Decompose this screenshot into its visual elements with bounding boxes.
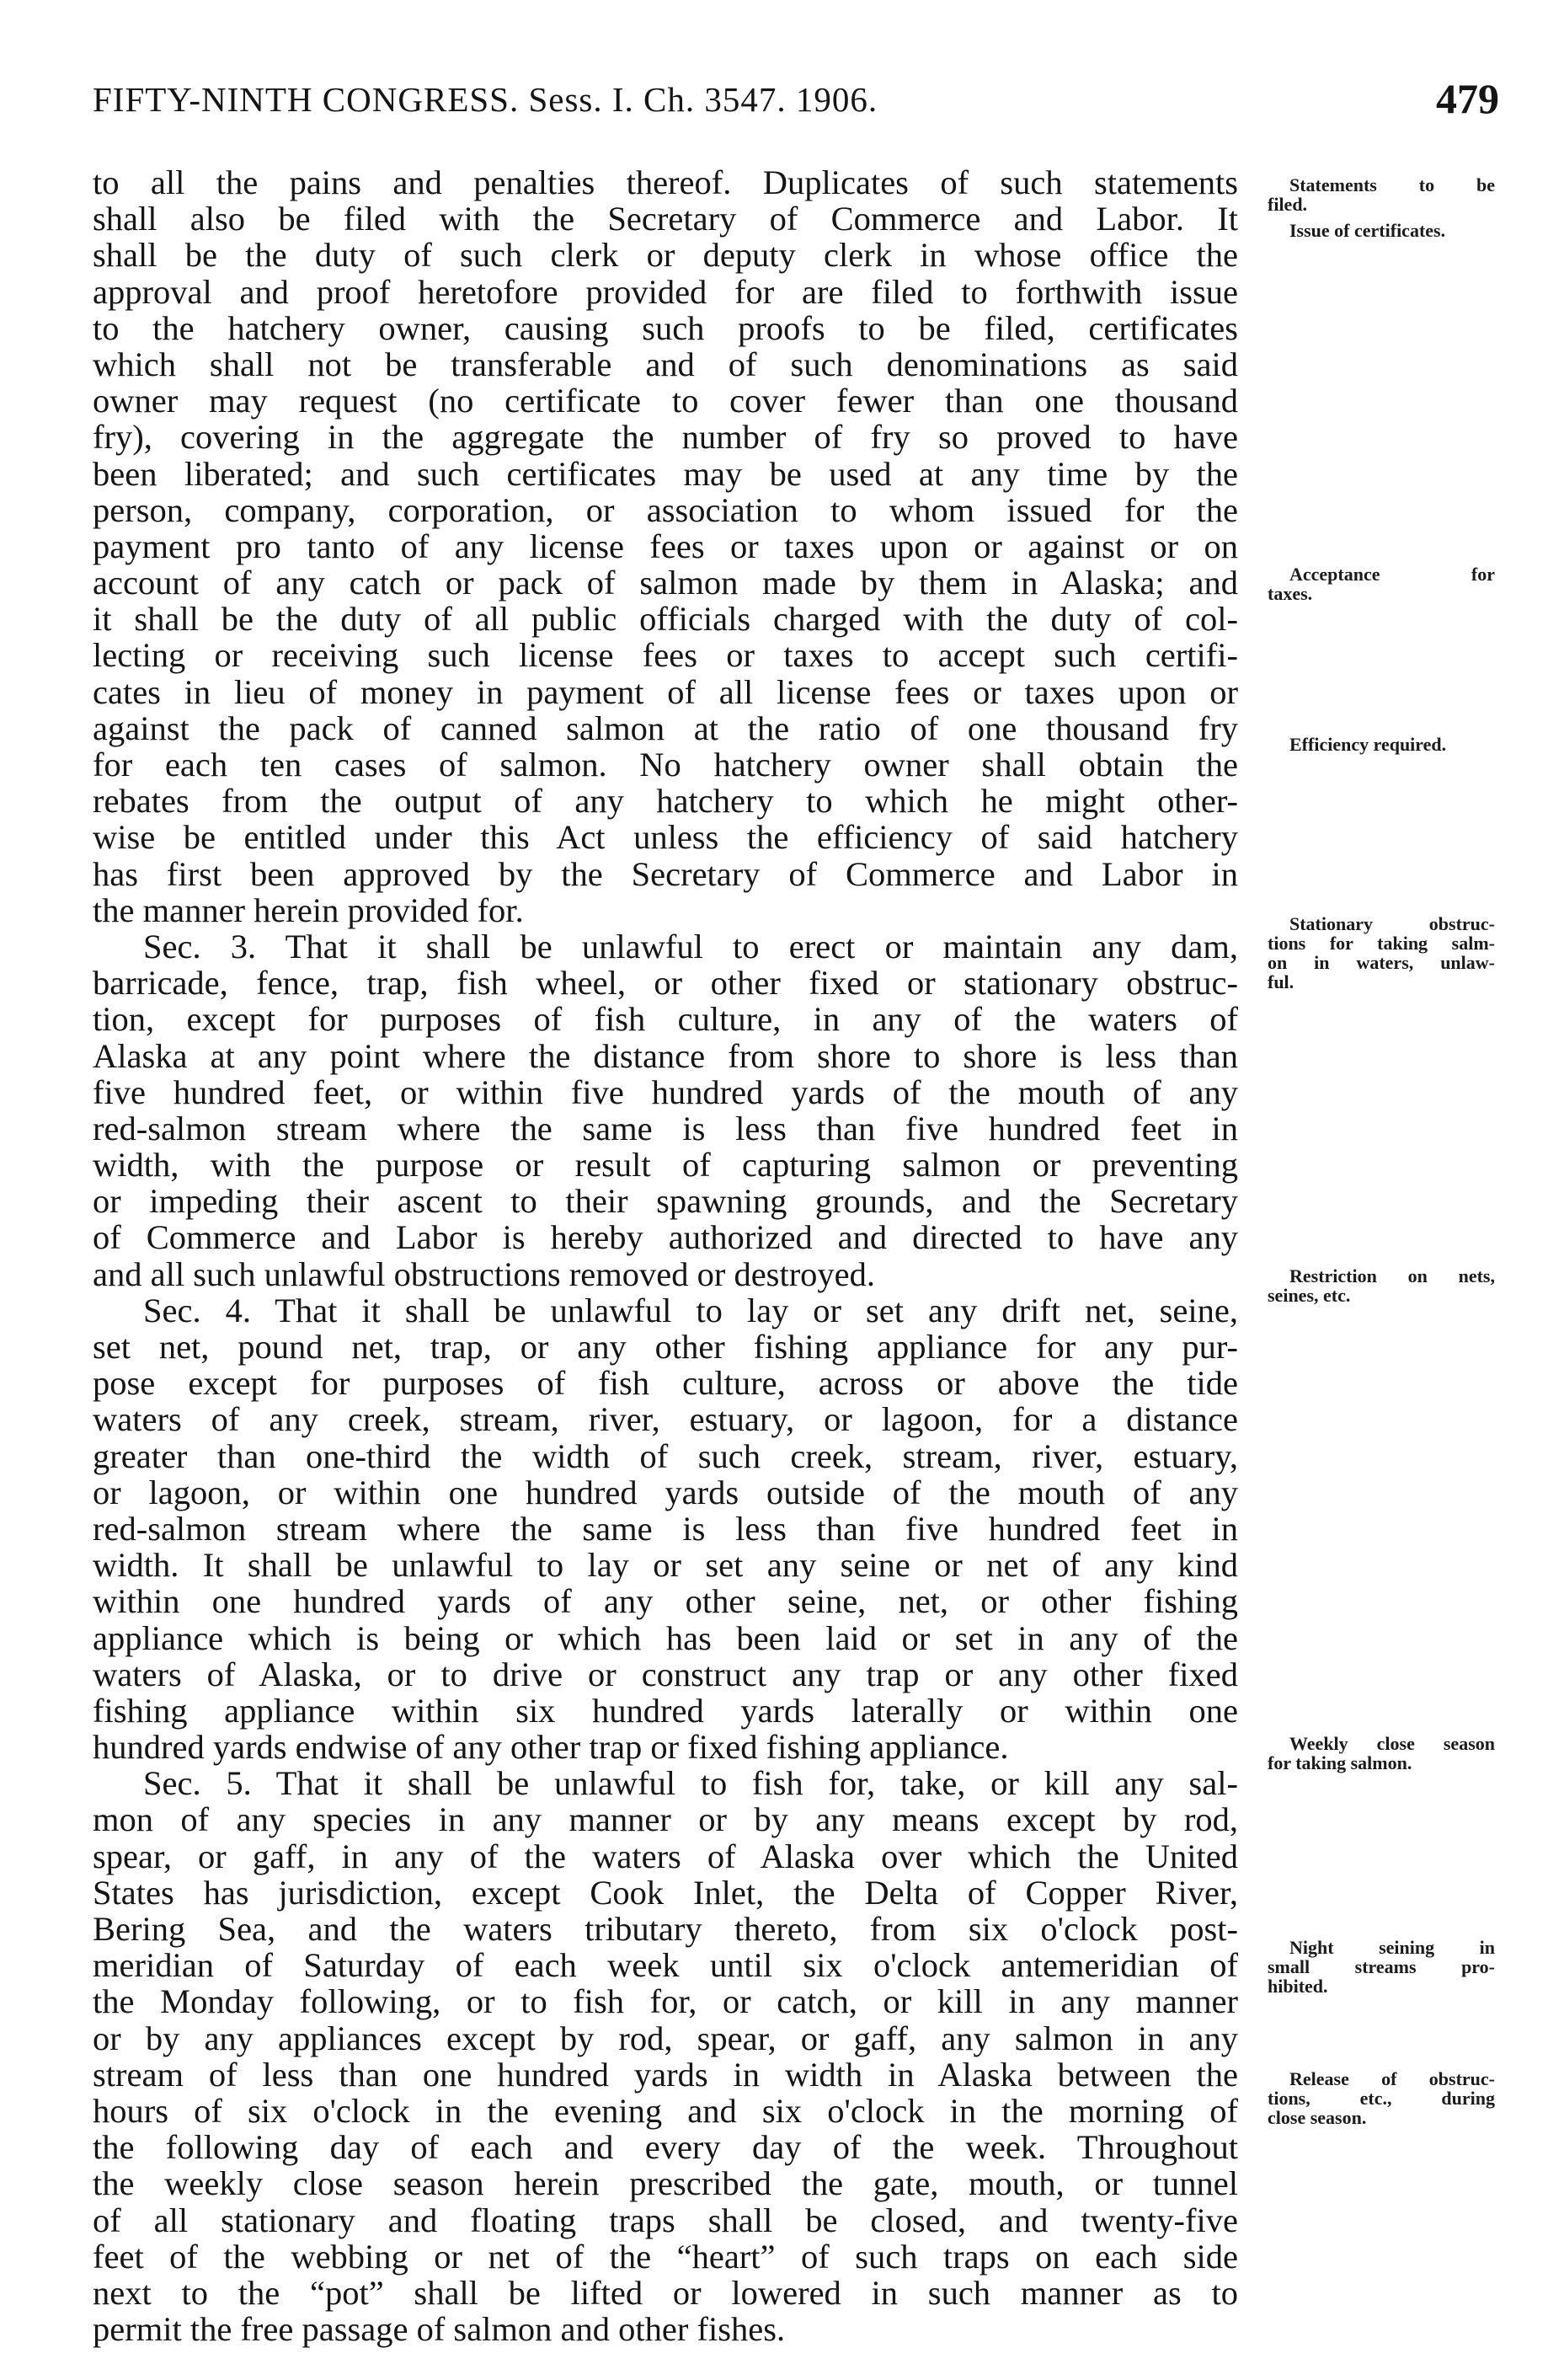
body-line: pose except for purposes of fish culture, across or above the tide — [93, 1364, 1238, 1403]
body-line: shall be the duty of such clerk or deputy clerk in whose office the — [93, 236, 1238, 275]
margin-note-line: tions for taking salm- — [1268, 933, 1495, 954]
margin-note-line: Issue of certificates. — [1289, 220, 1446, 241]
body-line: payment pro tanto of any license fees or taxes upon or against or on — [93, 527, 1238, 565]
body-line: shall also be filed with the Secretary of Commerce and Labor. It — [93, 200, 1238, 238]
running-head — [93, 74, 1499, 133]
margin-note-line: Restriction on nets, — [1289, 1265, 1495, 1286]
body-line: hours of six o'clock in the evening and six o'clock in the morning of — [93, 2091, 1238, 2130]
margin-note — [1268, 221, 1495, 240]
body-line: of Commerce and Labor is hereby authorized and directed to have any — [93, 1218, 1238, 1257]
margin-note — [1268, 735, 1495, 754]
body-line: width, with the purpose or result of capturing salmon or preventing — [93, 1146, 1238, 1185]
body-line: to all the pains and penalties thereof. Duplicates of such statements — [93, 163, 1238, 201]
body-line: permit the free passage of salmon and other fishes. — [93, 2310, 786, 2349]
body-line: the weekly close season herein prescribed the gate, mouth, or tunnel — [93, 2164, 1238, 2203]
body-line: the Monday following, or to fish for, or catch, or kill in any manner — [93, 1982, 1238, 2021]
margin-note — [1268, 1734, 1495, 1773]
body-line: stream of less than one hundred yards in width in Alaska between the — [93, 2055, 1238, 2094]
margin-note — [1268, 564, 1495, 603]
body-line: Sec. 4. That it shall be unlawful to lay or set any drift net, seine, — [143, 1291, 1238, 1329]
body-line: waters of Alaska, or to drive or construct any trap or any other fixed — [93, 1655, 1238, 1693]
margin-note-line: filed. — [1268, 194, 1308, 215]
body-line: the following day of each and every day of the week. Throughout — [93, 2128, 1238, 2167]
body-line: account of any catch or pack of salmon made by them in Alaska; and — [93, 564, 1238, 602]
body-line: mon of any species in any manner or by any means except by rod, — [93, 1800, 1238, 1839]
margin-note-line: Release of obstruc- — [1289, 2068, 1495, 2089]
running-head-title: FIFTY-NINTH CONGRESS. Sess. I. Ch. 3547. 1906. — [93, 80, 878, 119]
body-line: waters of any creek, stream, river, estuary, or lagoon, for a distance — [93, 1400, 1238, 1439]
body-line: within one hundred yards of any other seine, net, or other fishing — [93, 1582, 1238, 1621]
margin-note-line: hibited. — [1268, 1976, 1328, 1997]
body-line: and all such unlawful obstructions removed or destroyed. — [93, 1254, 876, 1293]
margin-note — [1268, 1938, 1495, 1996]
statute-body-text — [93, 164, 1238, 2347]
margin-note-line: close season. — [1268, 2107, 1367, 2128]
margin-note-line: on in waters, unlaw- — [1268, 952, 1495, 973]
body-line: which shall not be transferable and of such denominations as said — [93, 345, 1238, 383]
body-line: Alaska at any point where the distance from shore to shore is less than — [93, 1036, 1238, 1075]
margin-note-line: seines, etc. — [1268, 1285, 1351, 1306]
body-line: or impeding their ascent to their spawning grounds, and the Secretary — [93, 1182, 1238, 1221]
body-line: fishing appliance within six hundred yards laterally or within one — [93, 1691, 1238, 1730]
margin-note — [1268, 175, 1495, 214]
body-line: set net, pound net, trap, or any other fishing appliance for any pur- — [93, 1328, 1238, 1366]
body-line: to the hatchery owner, causing such proofs to be filed, certificates — [93, 308, 1238, 347]
body-line: for each ten cases of salmon. No hatchery owner shall obtain the — [93, 746, 1238, 784]
body-line: red-salmon stream where the same is less than five hundred feet in — [93, 1509, 1238, 1548]
body-line: the manner herein provided for. — [93, 890, 524, 929]
body-line: next to the “pot” shall be lifted or lowered in such manner as to — [93, 2273, 1238, 2312]
body-line: it shall be the duty of all public officials charged with the duty of col- — [93, 600, 1238, 639]
margin-note-line: ful. — [1268, 971, 1294, 992]
margin-note — [1268, 2069, 1495, 2127]
margin-note — [1268, 1266, 1495, 1305]
margin-note-line: small streams pro- — [1268, 1956, 1495, 1977]
body-line: Sec. 5. That it shall be unlawful to fish for, take, or kill any sal- — [143, 1764, 1238, 1803]
body-line: five hundred feet, or within five hundred yards of the mouth of any — [93, 1072, 1238, 1111]
body-line: Bering Sea, and the waters tributary thereto, from six o'clock post- — [93, 1910, 1238, 1948]
body-line: has first been approved by the Secretary of Commerce and Labor in — [93, 854, 1238, 893]
body-line: or lagoon, or within one hundred yards outside of the mouth of any — [93, 1473, 1238, 1511]
body-line: approval and proof heretofore provided for are filed to forthwith issue — [93, 272, 1238, 311]
margin-note — [1268, 914, 1495, 992]
margin-note-line: Statements to be — [1289, 174, 1495, 195]
margin-note-line: tions, etc., during — [1268, 2088, 1495, 2109]
margin-note-line: for taking salmon. — [1268, 1752, 1412, 1773]
page-number: 479 — [1436, 75, 1499, 122]
body-line: person, company, corporation, or association to whom issued for the — [93, 490, 1238, 529]
body-line: against the pack of canned salmon at the ratio of one thousand fry — [93, 709, 1238, 747]
body-line: lecting or receiving such license fees or taxes to accept such certifi- — [93, 636, 1238, 675]
margin-note-line: Acceptance for — [1289, 564, 1495, 585]
body-line: States has jurisdiction, except Cook Inlet, the Delta of Copper River, — [93, 1873, 1238, 1912]
body-line: Sec. 3. That it shall be unlawful to erect or maintain any dam, — [143, 927, 1238, 965]
body-line: width. It shall be unlawful to lay or set any seine or net of any kind — [93, 1546, 1238, 1585]
margin-note-line: Efficiency required. — [1289, 734, 1447, 755]
body-line: or by any appliances except by rod, spear, or gaff, any salmon in any — [93, 2019, 1238, 2057]
margin-note-line: taxes. — [1268, 583, 1313, 604]
margin-note-line: Night seining in — [1289, 1937, 1495, 1958]
body-line: meridian of Saturday of each week until six o'clock antemeridian of — [93, 1946, 1238, 1985]
body-line: fry), covering in the aggregate the number of fry so proved to have — [93, 418, 1238, 457]
body-line: rebates from the output of any hatchery to which he might other- — [93, 782, 1238, 821]
body-line: cates in lieu of money in payment of all license fees or taxes upon or — [93, 672, 1238, 711]
body-line: hundred yards endwise of any other trap or fixed fishing appliance. — [93, 1728, 1009, 1767]
body-line: spear, or gaff, in any of the waters of Alaska over which the United — [93, 1837, 1238, 1875]
body-line: of all stationary and floating traps shall be closed, and twenty-five — [93, 2201, 1238, 2239]
body-line: been liberated; and such certificates may be used at any time by the — [93, 454, 1238, 493]
margin-note-line: Stationary obstruc- — [1289, 913, 1495, 934]
body-line: barricade, fence, trap, fish wheel, or other fixed or stationary obstruc- — [93, 964, 1238, 1003]
body-line: wise be entitled under this Act unless the efficiency of said hatchery — [93, 818, 1238, 857]
body-line: appliance which is being or which has been laid or set in any of the — [93, 1618, 1238, 1657]
body-line: greater than one-third the width of such creek, stream, river, estuary, — [93, 1436, 1238, 1475]
body-line: tion, except for purposes of fish culture, in any of the waters of — [93, 1000, 1238, 1039]
body-line: owner may request (no certificate to cover fewer than one thousand — [93, 382, 1238, 420]
margin-note-line: Weekly close season — [1289, 1733, 1495, 1754]
body-line: feet of the webbing or net of the “heart” of such traps on each side — [93, 2237, 1238, 2276]
body-line: red-salmon stream where the same is less than five hundred feet in — [93, 1109, 1238, 1147]
